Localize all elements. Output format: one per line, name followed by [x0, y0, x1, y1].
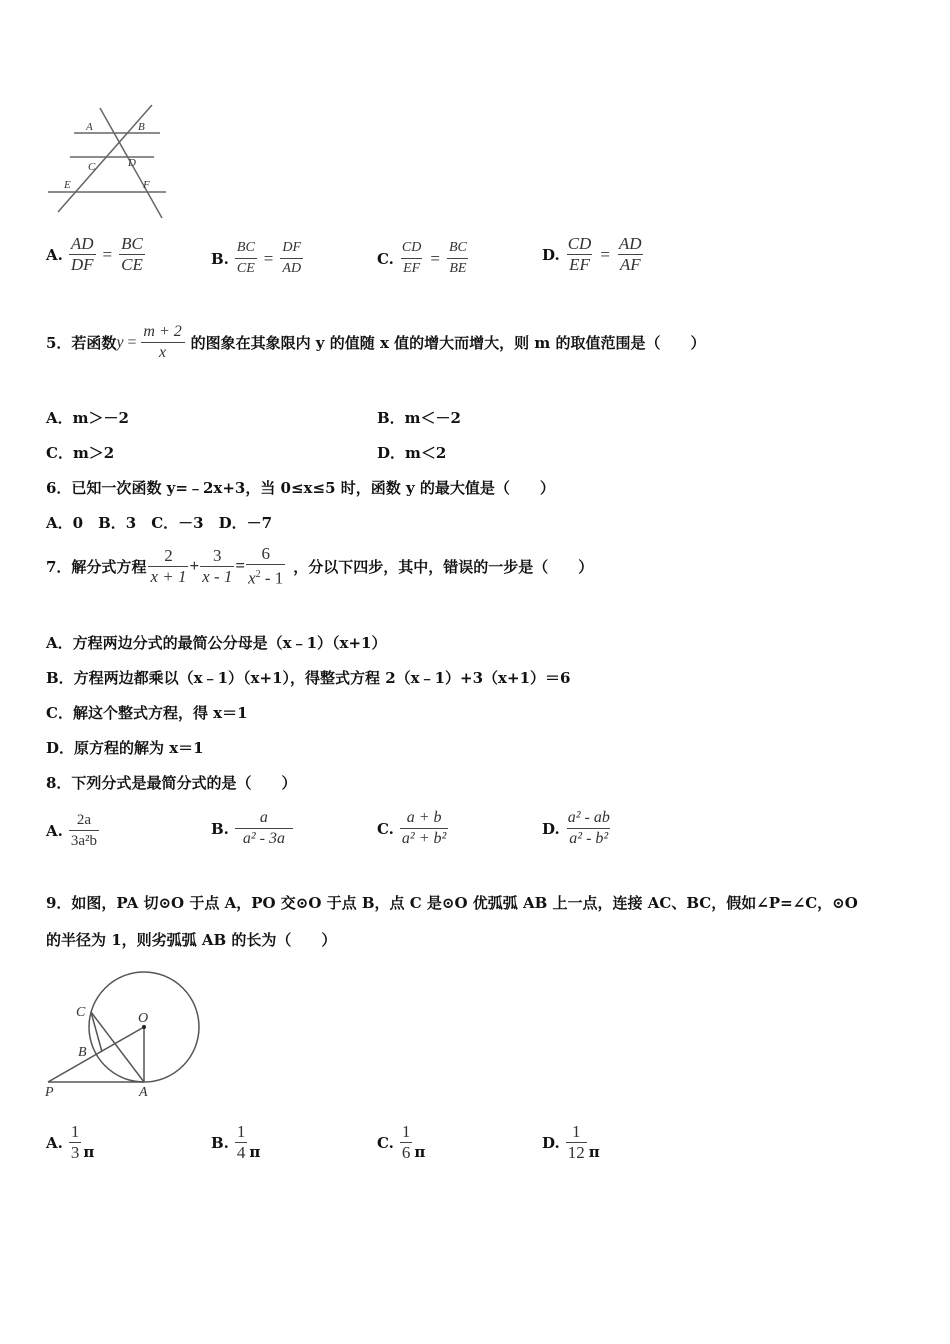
question-5 — [46, 322, 705, 363]
q4-option-b[interactable]: B. $\frac{BC}{CE}$ = $\frac{DF}{AD}$ — [211, 238, 303, 279]
q9-option-a[interactable] — [46, 1122, 94, 1163]
q6-options[interactable]: A．0 B．3 C．－3 D．－7 — [46, 514, 273, 532]
q5-option-d[interactable]: D．m＜2 — [377, 444, 447, 462]
q7-suffix: ，分以下四步，其中，错误的一步是（ ） — [293, 557, 594, 576]
question-6: 6．已知一次函数 y=﹣2x+3，当 0≤x≤5 时，函数 y 的最大值是（ ） — [46, 479, 555, 497]
q9-option-d[interactable] — [542, 1122, 600, 1163]
option-label: A. — [46, 1133, 63, 1152]
fraction: $\frac{\text{a² - ab}}{\text{a² - b²}}$ — [567, 809, 610, 847]
circle-tangent-figure — [44, 966, 206, 1102]
option-label: C. — [377, 1133, 394, 1152]
q5-option-c[interactable]: C．m＞2 — [46, 444, 115, 462]
option-label: A. — [46, 245, 63, 264]
point-o-label: O — [138, 1011, 149, 1026]
q9-option-c[interactable] — [377, 1122, 425, 1163]
pi-symbol: π — [249, 1142, 261, 1161]
point-a-label: A — [86, 121, 93, 133]
parallel-lines-figure — [44, 100, 174, 220]
q7-option-c[interactable]: C．解这个整式方程，得 x＝1 — [46, 704, 248, 722]
question-9-line-1: 9．如图，PA 切⊙O 于点 A，PO 交⊙O 于点 B，点 C 是⊙O 优弧弧 AB 上一点，连接 AC、BC，假如∠P=∠C，⊙O — [46, 894, 858, 912]
q4-option-a[interactable]: A. $\frac{AD}{DF}$ = $\frac{BC}{CE}$ — [46, 234, 143, 274]
option-label: C. — [377, 819, 394, 838]
fraction: $\frac{AD}{AF}$ — [618, 234, 642, 274]
question-7: 7．解分式方程 $\frac{2}{x + 1}$ + $\frac{3}{x - 1}$ = $\frac{6}{x^2 - 1}$ ，分以下四步，其中，错误的一步是（ ） — [46, 544, 594, 588]
question-9-line-2: 的半径为 1，则劣弧弧 AB 的长为（ ） — [46, 931, 337, 949]
option-label: D. — [542, 819, 560, 838]
q7-prefix: 7．解分式方程 — [46, 557, 147, 576]
fraction: $\frac{2}{x + 1}$ — [150, 545, 187, 586]
fraction: $\frac{BC}{CE}$ — [121, 234, 143, 274]
q7-option-b[interactable]: B．方程两边都乘以（x﹣1）（x+1），得整式方程 2（x﹣1）+3（x+1）＝6 — [46, 669, 571, 687]
fraction: $\frac{1}{4}$ — [236, 1122, 246, 1162]
q4-option-d[interactable]: D. $\frac{CD}{EF}$ = $\frac{AD}{AF}$ — [542, 234, 642, 274]
point-f-label: F — [143, 179, 150, 191]
q8-option-c[interactable] — [377, 808, 448, 849]
fraction: $\frac{2a}{\text{3a²b}}$ — [70, 812, 98, 849]
option-label: B. — [211, 1133, 229, 1152]
q8-option-a[interactable] — [46, 810, 99, 851]
fraction: $\frac{DF}{AD}$ — [280, 238, 303, 279]
option-label: C. — [377, 249, 394, 268]
point-c-label: C — [76, 1005, 86, 1020]
point-d-label: D — [128, 157, 136, 169]
q7-option-a[interactable]: A．方程两边分式的最简公分母是（x﹣1）（x+1） — [46, 634, 387, 652]
point-c-label: C — [88, 161, 96, 173]
q5-option-b[interactable]: B．m＜－2 — [377, 409, 461, 427]
fraction: $\frac{CD}{EF}$ — [400, 238, 423, 279]
pi-symbol: π — [588, 1142, 600, 1161]
q9-option-b[interactable] — [211, 1122, 260, 1163]
option-label: B. — [211, 249, 229, 268]
q4-option-c[interactable]: C. $\frac{CD}{EF}$ = $\frac{BC}{BE}$ — [377, 238, 469, 279]
pi-symbol: π — [83, 1142, 95, 1161]
point-b-label: B — [78, 1045, 87, 1060]
option-label: B. — [211, 819, 229, 838]
fraction: $\frac{a + b}{\text{a² + b²}}$ — [401, 809, 447, 847]
pi-symbol: π — [414, 1142, 426, 1161]
fraction: $\frac{1}{3}$ — [70, 1122, 80, 1162]
option-label: D. — [542, 245, 560, 264]
fraction: $\frac{BC}{CE}$ — [235, 238, 257, 279]
option-label: D. — [542, 1133, 560, 1152]
point-e-label: E — [64, 179, 71, 191]
fraction: $\frac{6}{x^2 - 1}$ — [248, 544, 284, 588]
q5-suffix: 的图象在其象限内 y 的值随 x 值的增大而增大，则 m 的取值范围是（ ） — [190, 334, 706, 352]
fraction: $\frac{3}{x - 1}$ — [202, 545, 233, 586]
q5-function: y = $\frac{m + 2}{x}$ — [116, 322, 184, 363]
point-a-label: A — [139, 1085, 148, 1100]
fraction: $\frac{AD}{DF}$ — [70, 234, 94, 274]
point-p-label: P — [45, 1085, 54, 1100]
question-8: 8．下列分式是最简分式的是（ ） — [46, 774, 297, 792]
point-b-label: B — [138, 121, 145, 133]
q8-option-d[interactable] — [542, 808, 612, 849]
q5-prefix: 5．若函数 — [46, 334, 117, 352]
q7-option-d[interactable]: D．原方程的解为 x＝1 — [46, 739, 204, 757]
q8-option-b[interactable] — [211, 808, 293, 849]
fraction: $\frac{1}{12}$ — [567, 1122, 585, 1162]
option-label: A. — [46, 821, 63, 840]
fraction: $\frac{1}{6}$ — [401, 1122, 411, 1162]
fraction: $\frac{CD}{EF}$ — [567, 234, 592, 274]
fraction: $\frac{BC}{BE}$ — [447, 238, 469, 279]
fraction: $\frac{a}{\text{a² - 3a}}$ — [235, 808, 293, 849]
q5-option-a[interactable]: A．m＞－2 — [46, 409, 129, 427]
